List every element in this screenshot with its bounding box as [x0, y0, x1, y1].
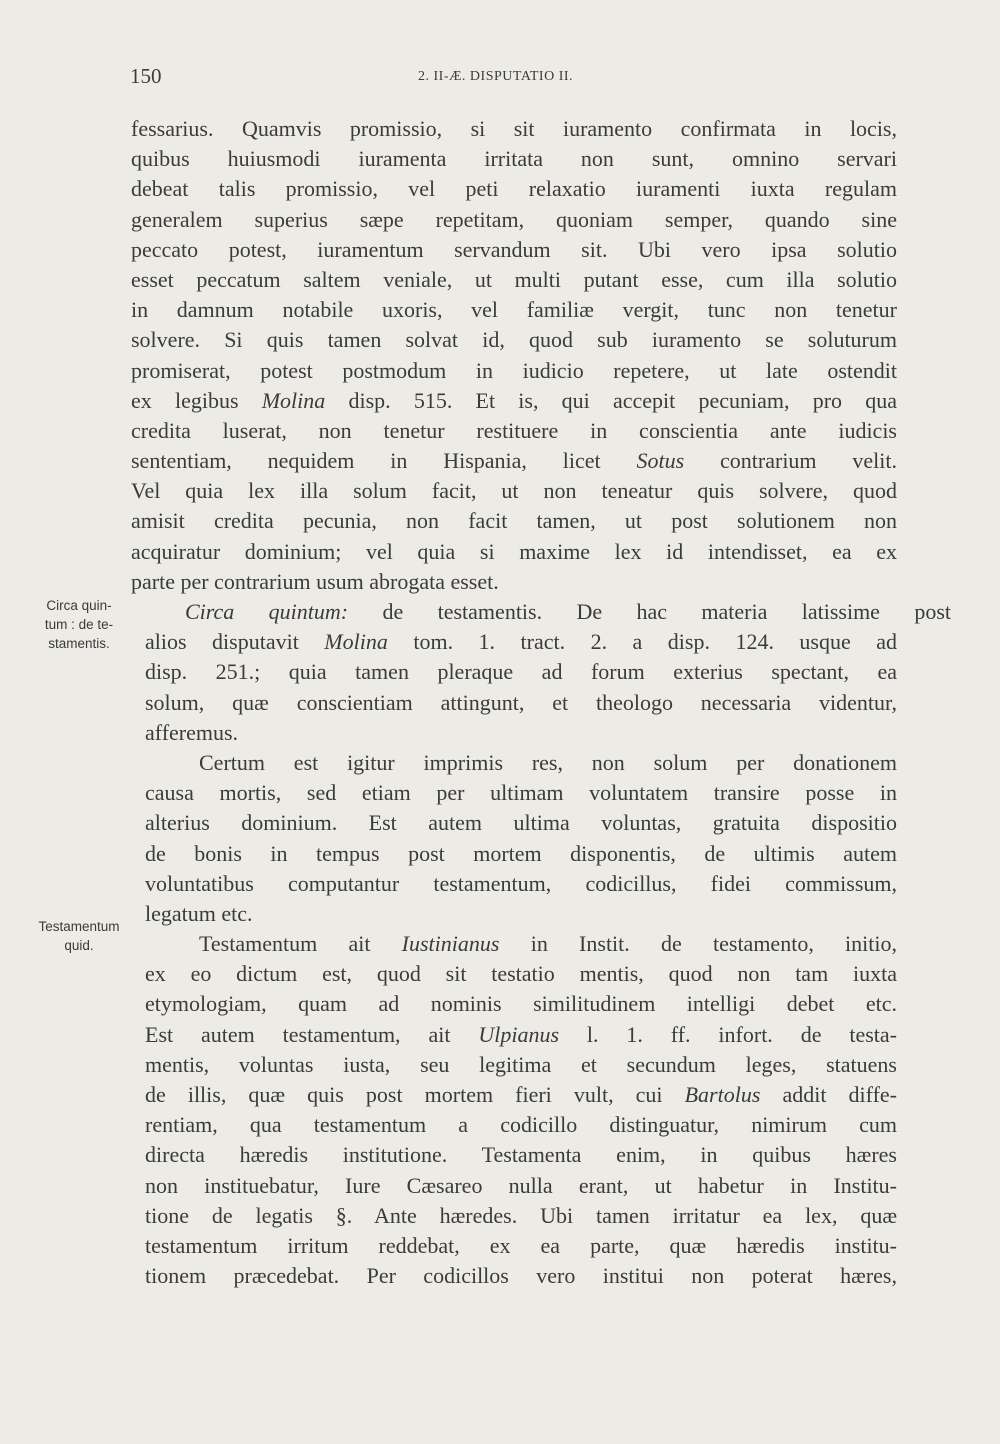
text-segment: testamentum irritum reddebat, ex ea parte, quæ hæredis institu-	[145, 1232, 897, 1258]
text-line	[131, 597, 951, 627]
text-line	[131, 476, 897, 506]
text-segment: causa mortis, sed etiam per ultimam voluntatem transire posse in	[145, 780, 897, 806]
text-line	[145, 808, 897, 838]
text-segment: de illis, quæ quis post mortem fieri vult, cui	[145, 1082, 685, 1107]
text-segment: disp. 251.; quia tamen pleraque ad forum exterius spectant, ea	[145, 659, 897, 685]
text-line	[145, 1140, 897, 1170]
text-segment: promiserat, potest postmodum in iudicio repetere, ut late ostendit	[131, 357, 897, 383]
text-line	[145, 1080, 897, 1110]
text-segment: non instituebatur, Iure Cæsareo nulla erant, ut habetur in Institu-	[145, 1172, 897, 1198]
margin-note-line: tum : de te-	[44, 617, 114, 632]
text-segment: etymologiam, quam ad nominis similitudinem intelligi debet etc.	[145, 991, 897, 1017]
text-line	[131, 144, 897, 174]
text-segment: debeat talis promissio, vel peti relaxatio iuramenti iuxta regulam	[131, 176, 897, 202]
running-title: 2. II-Æ. DISPUTATIO II.	[418, 69, 574, 84]
italic-name: Molina	[261, 387, 326, 413]
text-segment: legatum etc.	[145, 900, 253, 926]
text-segment: rentiam, qua testamentum a codicillo distinguatur, nimirum cum	[145, 1112, 897, 1138]
italic-name: Iustinianus	[401, 931, 500, 957]
text-segment: Testamentum ait	[199, 931, 402, 957]
text-segment: ex eo dictum est, quod sit testatio mentis, quod non tam iuxta	[145, 961, 897, 987]
text-line	[145, 1231, 897, 1261]
text-segment: alios disputavit	[145, 629, 325, 655]
text-segment: ex legibus	[131, 387, 262, 413]
text-segment: solum, quæ conscientiam attingunt, et theologo necessaria videntur,	[145, 689, 897, 715]
text-line	[131, 325, 897, 355]
text-segment: tom. 1. tract. 2. a disp. 124. usque ad	[387, 629, 898, 655]
italic-name: Circa quintum:	[185, 599, 349, 624]
text-segment: sententiam, nequidem in Hispania, licet	[131, 448, 637, 474]
text-segment: de testamentis. De hac materia latissime post	[348, 599, 951, 624]
text-line	[145, 899, 897, 929]
text-segment: directa hæredis institutione. Testamenta enim, in quibus hæres	[145, 1142, 897, 1168]
text-line	[145, 688, 897, 718]
text-line	[145, 1050, 897, 1080]
text-line	[145, 778, 897, 808]
text-segment: acquiratur dominium; vel quia si maxime lex id intendisset, ea ex	[131, 538, 897, 564]
margin-note-line: Testamentum	[38, 919, 120, 934]
text-segment: tionem præcedebat. Per codicillos vero institui non poterat hæres,	[145, 1263, 897, 1289]
text-segment: contrarium velit.	[684, 448, 897, 474]
page-number: 150	[130, 64, 162, 88]
text-line	[131, 114, 897, 144]
text-line	[131, 205, 897, 235]
text-segment: generalem superius sæpe repetitam, quoniam semper, quando sine	[131, 206, 897, 232]
text-segment: solvere. Si quis tamen solvat id, quod sub iuramento se soluturum	[131, 327, 897, 353]
text-segment: Vel quia lex illa solum facit, ut non teneatur quis solvere, quod	[131, 478, 897, 504]
text-segment: de bonis in tempus post mortem disponentis, de ultimis autem	[145, 840, 897, 866]
text-line	[131, 265, 897, 295]
text-segment: quibus huiusmodi iuramenta irritata non sunt, omnino servari	[131, 146, 897, 172]
italic-name: Ulpianus	[478, 1021, 560, 1047]
text-line	[145, 718, 897, 748]
text-line	[145, 1171, 897, 1201]
text-line	[131, 356, 897, 386]
text-line	[131, 416, 897, 446]
text-line	[131, 174, 897, 204]
text-line	[145, 1261, 897, 1291]
italic-name: Sotus	[636, 448, 685, 474]
margin-note-line: Circa quin-	[46, 598, 112, 613]
text-line	[145, 929, 897, 959]
text-segment: addit diffe-	[760, 1082, 897, 1107]
text-line	[131, 446, 897, 476]
text-segment: mentis, voluntas iusta, seu legitima et secundum leges, statuens	[145, 1051, 897, 1077]
text-line	[145, 869, 897, 899]
text-line	[145, 1201, 897, 1231]
text-line	[131, 506, 897, 536]
text-segment: Certum est igitur imprimis res, non solum per donationem	[199, 749, 897, 775]
margin-note-line: quid.	[64, 938, 94, 953]
text-line	[131, 386, 897, 416]
page-header	[130, 64, 900, 94]
text-segment: voluntatibus computantur testamentum, codicillus, fidei commissum,	[145, 870, 897, 896]
margin-note-testamentum-quid	[28, 917, 130, 955]
margin-note-circa-quintum	[28, 596, 130, 653]
text-line	[145, 1110, 897, 1140]
text-line	[145, 989, 897, 1019]
text-segment: in Instit. de testamento, initio,	[499, 931, 897, 957]
text-segment: esset peccatum saltem veniale, ut multi putant esse, cum illa solutio	[131, 266, 897, 292]
text-line	[145, 748, 897, 778]
text-line	[145, 627, 897, 657]
text-segment: tione de legatis §. Ante hæredes. Ubi tamen irritatur ea lex, quæ	[145, 1202, 897, 1228]
body-text	[131, 114, 951, 1291]
margin-note-line: stamentis.	[48, 636, 110, 651]
text-line	[131, 295, 897, 325]
text-line	[145, 657, 897, 687]
italic-name: Bartolus	[684, 1082, 761, 1107]
text-segment: parte per contrarium usum abrogata esset.	[131, 568, 499, 594]
text-segment: in damnum notabile uxoris, vel familiæ vergit, tunc non tenetur	[131, 297, 897, 323]
text-line	[131, 567, 897, 597]
text-segment: l. 1. ff. infort. de testa-	[559, 1021, 897, 1047]
text-segment: fessarius. Quamvis promissio, si sit iuramento confirmata in locis,	[131, 116, 897, 141]
text-segment: peccato potest, iuramentum servandum sit. Ubi vero ipsa solutio	[131, 236, 897, 262]
text-line	[145, 959, 897, 989]
text-segment: Est autem testamentum, ait	[145, 1021, 479, 1047]
text-segment: credita luserat, non tenetur restituere in conscientia ante iudicis	[131, 417, 897, 443]
text-line	[131, 235, 897, 265]
text-segment: amisit credita pecunia, non facit tamen, ut post solutionem non	[131, 508, 897, 534]
text-line	[145, 839, 897, 869]
italic-name: Molina	[324, 629, 388, 655]
text-segment: alterius dominium. Est autem ultima voluntas, gratuita dispositio	[145, 810, 897, 836]
text-line	[131, 537, 897, 567]
text-segment: disp. 515. Et is, qui accepit pecuniam, pro qua	[325, 387, 897, 413]
text-segment: afferemus.	[145, 719, 239, 745]
text-line	[145, 1020, 897, 1050]
